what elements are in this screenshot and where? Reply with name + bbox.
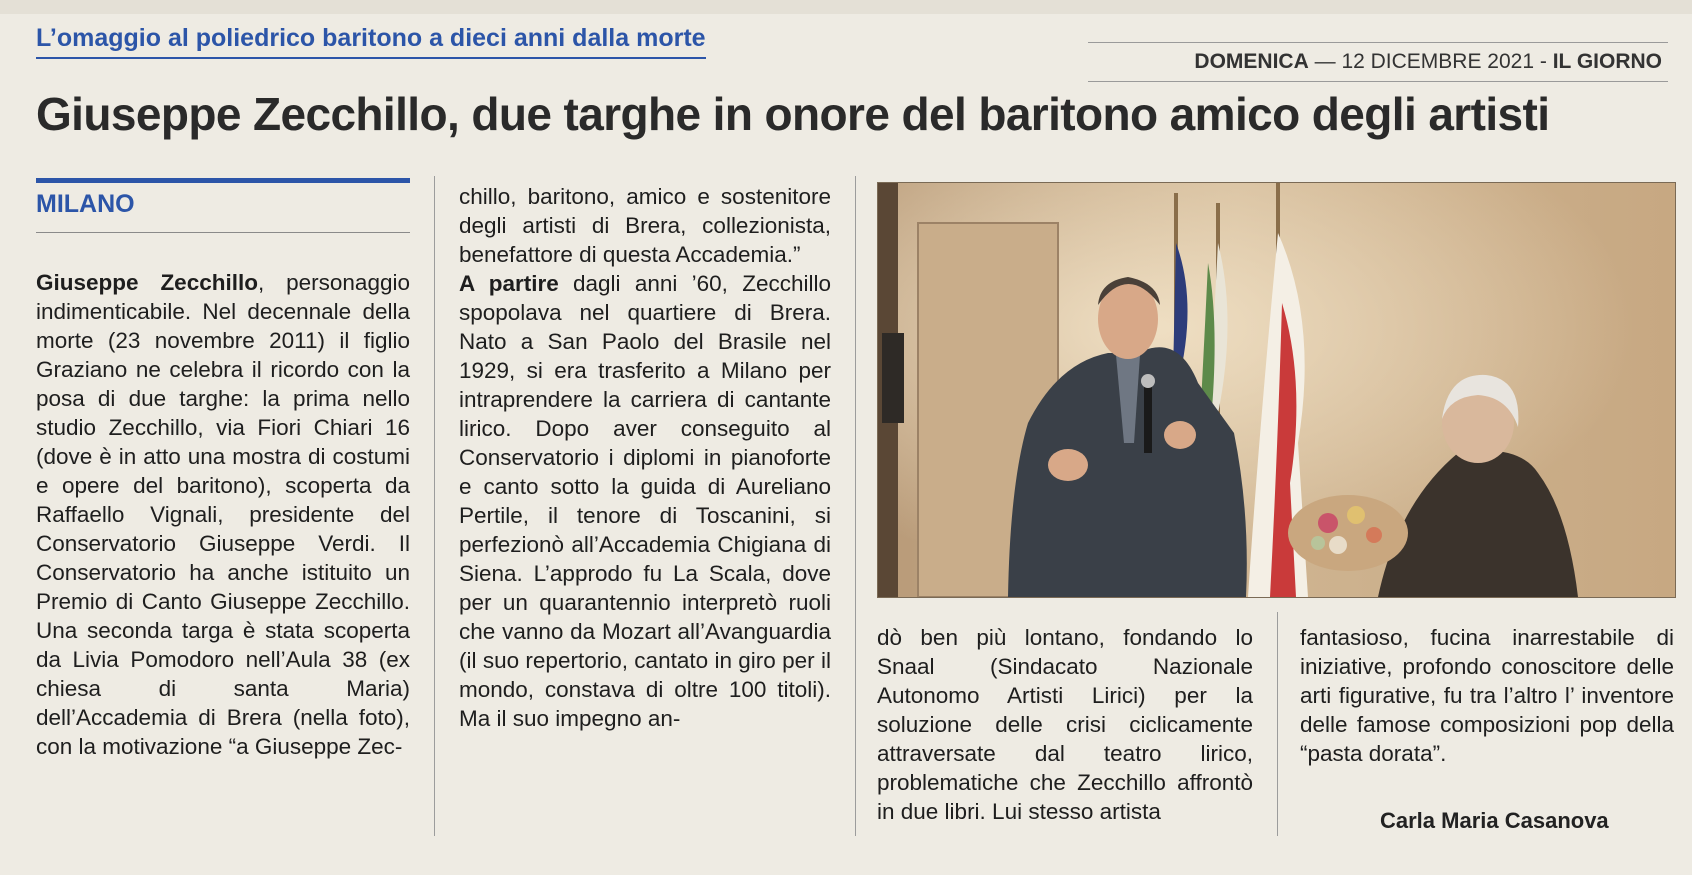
article-kicker: L’omaggio al poliedrico baritono a dieci anni dalla morte	[36, 24, 706, 59]
column-rule	[1277, 612, 1278, 836]
dateline-day: DOMENICA	[1194, 50, 1309, 73]
article-headline: Giuseppe Zecchillo, due targhe in onore del baritono amico degli artisti	[36, 88, 1550, 140]
section-rule	[36, 178, 410, 183]
lead-name: Giuseppe Zecchillo	[36, 270, 258, 295]
dateline-date: 12 DICEMBRE 2021	[1341, 50, 1535, 73]
newspaper-name: IL GIORNO	[1552, 50, 1662, 73]
author-signature: Carla Maria Casanova	[1380, 808, 1609, 833]
previous-page-bleed	[0, 0, 1692, 14]
section-divider	[36, 232, 410, 233]
column-2-text-a: chillo, baritono, amico e sostenitore degli artisti di Brera, collezionista, benefattore di questa Accademia.”	[459, 184, 831, 267]
dateline-separator: -	[1534, 50, 1553, 73]
column-1-text: , personaggio indimenticabile. Nel decennale della morte (23 novembre 2011) il figlio Graziano ne celebra il ricordo con la posa di due targhe: la prima nello studio Zecchillo, via Fiori Chiari 16 (dove è in atto una mostra di costumi e opere del baritono), scoperta da Raffaello Vignali, presidente del Conservatorio Giuseppe Verdi. Il Conservatorio ha anche istituito un Premio di Canto Giuseppe Zecchillo. Una seconda targa è stata scoperta da Livia Pomodoro nell’Aula 38 (ex chiesa di santa Maria) dell’Accademia di Brera (nella foto), con la motivazione “a Giuseppe Zec-	[36, 270, 410, 759]
dateline-separator: —	[1308, 50, 1342, 73]
column-4-text: fantasioso, fucina inarrestabile di iniziative, profondo conoscitore delle arti figurative, fu tra l’altro l’ inventore delle famose composizioni pop della “pasta dorata”.	[1300, 625, 1674, 766]
dateline	[1088, 42, 1668, 82]
city-label: MILANO	[36, 190, 135, 218]
paragraph-lead: A partire	[459, 271, 559, 296]
column-3-text: dò ben più lontano, fondando lo Snaal (Sindacato Nazionale Autonomo Artisti Lirici) per la soluzione delle crisi ciclicamente attraversate dal teatro lirico, problematiche che Zecchillo affrontò in due libri. Lui stesso artista	[877, 625, 1253, 824]
article-photo	[877, 182, 1676, 598]
article-column-4	[1300, 623, 1674, 768]
article-column-1	[36, 268, 410, 761]
article-column-3	[877, 623, 1253, 826]
column-rule	[855, 176, 856, 836]
article-column-2	[459, 182, 831, 733]
photo-ceremony-illustration	[878, 183, 1675, 597]
column-rule	[434, 176, 435, 836]
column-2-text-b: dagli anni ’60, Zecchillo spopolava nel quartiere di Brera. Nato a San Paolo del Brasile nel 1929, si era trasferito a Milano per intraprendere la carriera di cantante lirico. Dopo aver conseguito al Conservatorio i diplomi in pianoforte e canto sotto la guida di Aureliano Pertile, il tenore di Toscanini, si perfezionò all’Accademia Chigiana di Siena. L’approdo fu La Scala, dove per un quarantennio interpretò ruoli che vanno da Mozart all’Avanguardia (il suo repertorio, cantato in giro per il mondo, constava di oltre 100 titoli). Ma il suo impegno an-	[459, 271, 831, 731]
